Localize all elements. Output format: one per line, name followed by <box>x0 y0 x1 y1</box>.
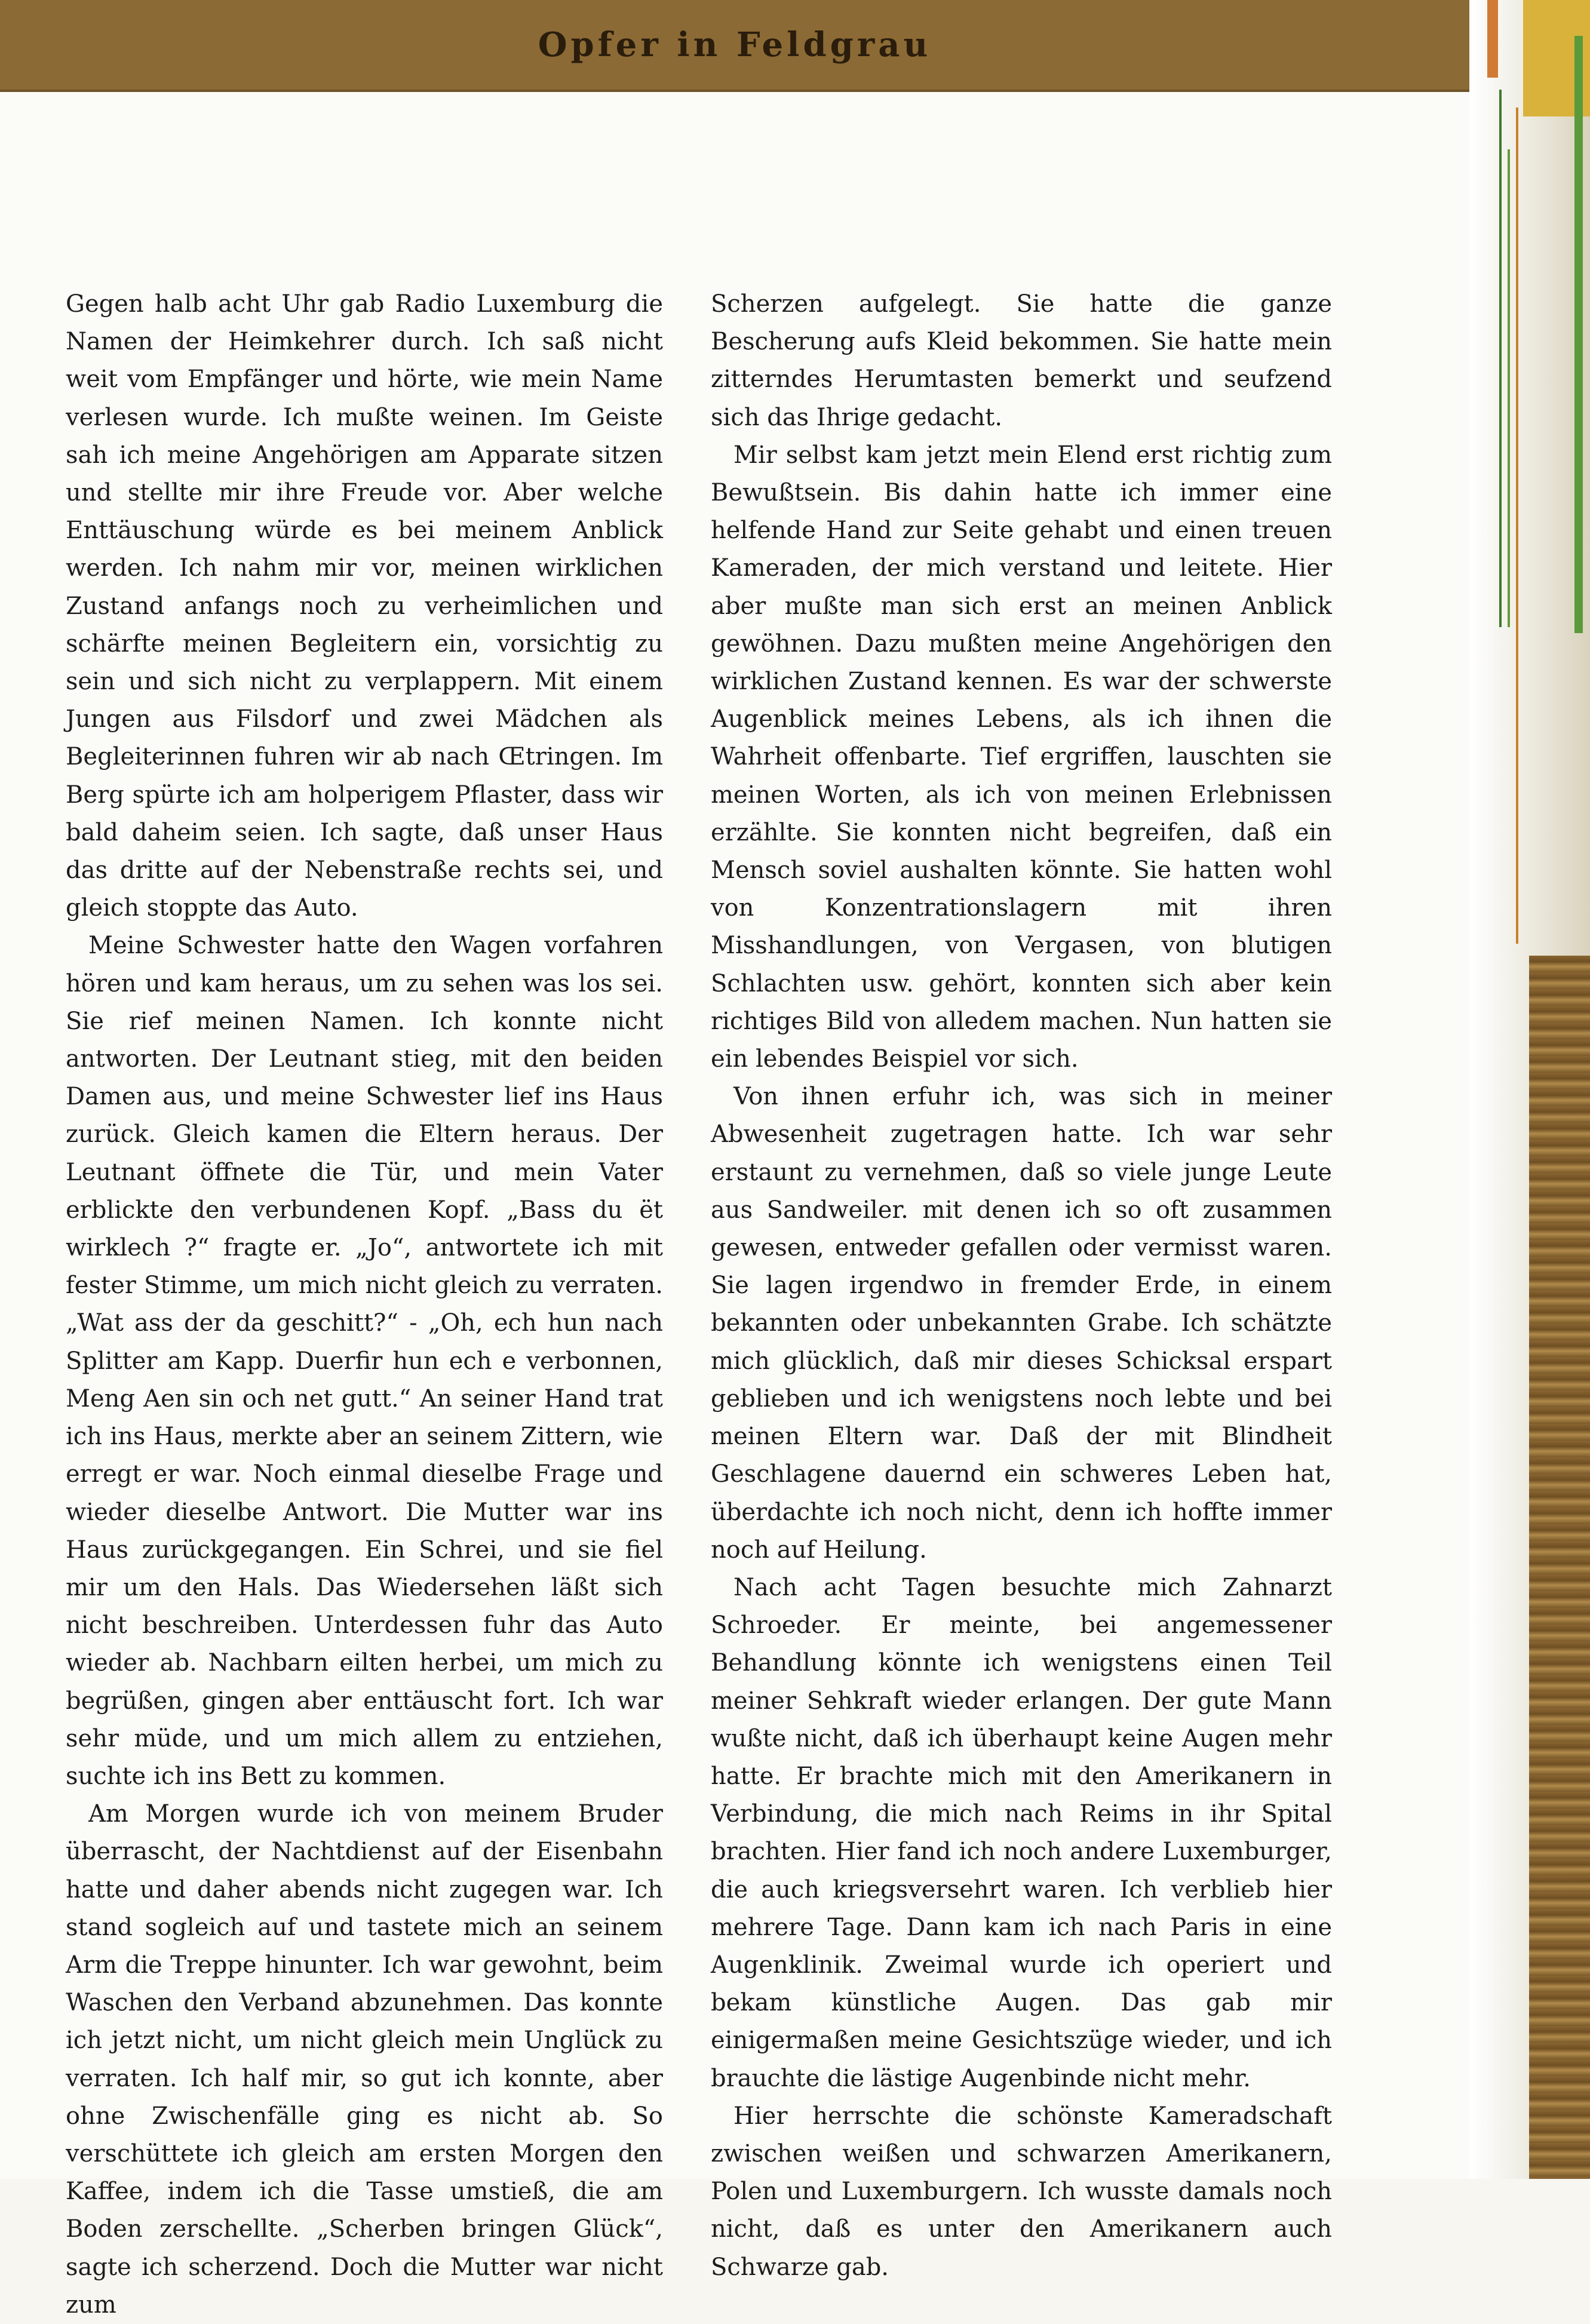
page-edge-line <box>1499 90 1502 627</box>
page-edge-strip <box>1529 956 1590 2179</box>
paragraph: Nach acht Tagen besuchte mich Zahnarzt Schroeder. Er meinte, bei angemessener Behandlung könnte ich wenigstens einen Teil meiner Sehkraft wieder erlangen. Der gute Mann wußte nicht, daß ich überhaupt keine Augen mehr hatte. Er brachte mich mit den Amerikanern in Verbindung, die mich nach Reims in ihr Spital brachten. Hier fand ich noch andere Luxemburger, die auch kriegsversehrt waren. Ich verblieb hier mehrere Tage. Dann kam ich nach Paris in eine Augenklinik. Zweimal wurde ich operiert und bekam künstliche Augen. Das gab mir einigermaßen meine Gesichtszüge wieder, und ich brauchte die lästige Augenbinde nicht mehr. <box>711 1573 1332 2092</box>
text-column-left <box>66 285 663 2324</box>
page-tab-orange <box>1487 0 1498 78</box>
paragraph: Meine Schwester hatte den Wagen vorfahren hören und kam heraus, um zu sehen was los sei. Sie rief meinen Namen. Ich konnte nicht antworten. Der Leutnant stieg, mit den beiden Damen aus, und meine Schwester lief ins Haus zurück. Gleich kamen die Eltern heraus. Der Leutnant öffnete die Tür, und mein Vater erblickte den verbundenen Kopf. „Bass du ët wirklech ?“ fragte er. „Jo“, antwortete ich mit fester Stimme, um mich nicht gleich zu verraten. „Wat ass der da geschitt?“ - „Oh, ech hun nach Splitter am Kapp. Duerfir hun ech e verbonnen, Meng Aen sin och net gutt.“ An seiner Hand trat ich ins Haus, merkte aber an seinem Zittern, wie erregt er war. Noch einmal dieselbe Frage und wieder dieselbe Antwort. Die Mutter war ins Haus zurückgegangen. Ein Schrei, und sie fiel mir um den Hals. Das Wiedersehen läßt sich nicht beschreiben. Unterdessen fuhr das Auto wieder ab. Nachbarn eilten herbei, um mich zu begrüßen, gingen aber enttäuscht fort. Ich war sehr müde, und um mich allem zu entziehen, suchte ich ins Bett zu kommen. <box>66 932 663 1790</box>
paragraph: Mir selbst kam jetzt mein Elend erst richtig zum Bewußtsein. Bis dahin hatte ich immer eine helfende Hand zur Seite gehabt und einen treuen Kameraden, der mich verstand und leitete. Hier aber mußte man sich erst an meinen Anblick gewöhnen. Dazu mußten meine Angehörigen den wirklichen Zustand kennen. Es war der schwerste Augenblick meines Lebens, als ich ihnen die Wahrheit offenbarte. Tief ergriffen, lauschten sie meinen Worten, als ich von meinen Erlebnissen erzählte. Sie konnten nicht begreifen, daß ein Mensch soviel aushalten könnte. Sie hatten wohl von Konzentrationslagern mit ihren Misshandlungen, von Vergasen, von blutigen Schlachten usw. gehört, konnten sich aber kein richtiges Bild von alledem machen. Nun hatten sie ein lebendes Beispiel vor sich. <box>711 441 1332 1073</box>
page-header <box>0 0 1469 92</box>
paragraph: Von ihnen erfuhr ich, was sich in meiner Abwesenheit zugetragen hatte. Ich war sehr erstaunt zu vernehmen, daß so viele junge Leute aus Sandweiler. mit denen ich so oft zusammen gewesen, entweder gefallen oder vermisst waren. Sie lagen irgendwo in fremder Erde, in einem bekannten oder unbekannten Grabe. Ich schätzte mich glücklich, daß mir dieses Schicksal erspart geblieben und ich wenigstens noch lebte und bei meinen Eltern war. Daß der mit Blindheit Geschlagene dauernd ein schweres Leben hat, überdachte ich noch nicht, denn ich hoffte immer noch auf Heilung. <box>711 1083 1332 1564</box>
paragraph: Hier herrschte die schönste Kameradschaft zwischen weißen und schwarzen Amerikanern, Polen und Luxemburgern. Ich wusste damals noch nicht, daß es unter den Amerikanern auch Schwarze gab. <box>711 2102 1332 2281</box>
paragraph: Scherzen aufgelegt. Sie hatte die ganze Bescherung aufs Kleid bekommen. Sie hatte mein zitterndes Herumtasten bemerkt und seufzend sich das Ihrige gedacht. <box>711 290 1332 431</box>
page-edge-line <box>1516 108 1518 944</box>
paragraph: Am Morgen wurde ich von meinem Bruder überrascht, der Nachtdienst auf der Eisenbahn hatte und daher abends nicht zugegen war. Ich stand sogleich auf und tastete mich an seinem Arm die Treppe hinunter. Ich war gewohnt, beim Waschen den Verband abzunehmen. Das konnte ich jetzt nicht, um nicht gleich mein Unglück zu verraten. Ich half mir, so gut ich konnte, aber ohne Zwischenfälle ging es nicht ab. So verschüttete ich gleich am ersten Morgen den Kaffee, indem ich die Tasse umstieß, die am Boden zerschellte. „Scherben bringen Glück“, sagte ich scherzend. Doch die Mutter war nicht zum <box>66 1800 663 2319</box>
page-edge-line <box>1508 149 1510 627</box>
paragraph: Gegen halb acht Uhr gab Radio Luxemburg die Namen der Heimkehrer durch. Ich saß nicht weit vom Empfänger und hörte, wie mein Name verlesen wurde. Ich mußte weinen. Im Geiste sah ich meine Angehörigen am Apparate sitzen und stellte mir ihre Freude vor. Aber welche Enttäuschung würde es bei meinem Anblick werden. Ich nahm mir vor, meinen wirklichen Zustand anfangs noch zu verheimlichen und schärfte meinen Begleitern ein, vorsichtig zu sein und sich nicht zu verplappern. Mit einem Jungen aus Filsdorf und zwei Mädchen als Begleiterinnen fuhren wir ab nach Œtringen. Im Berg spürte ich am holperigem Pflaster, dass wir bald daheim seien. Ich sagte, daß unser Haus das dritte auf der Nebenstraße rechts sei, und gleich stoppte das Auto. <box>66 290 663 922</box>
page-tab-green <box>1574 36 1583 633</box>
page-title: Opfer in Feldgrau <box>538 25 932 65</box>
text-column-right <box>711 285 1332 2286</box>
